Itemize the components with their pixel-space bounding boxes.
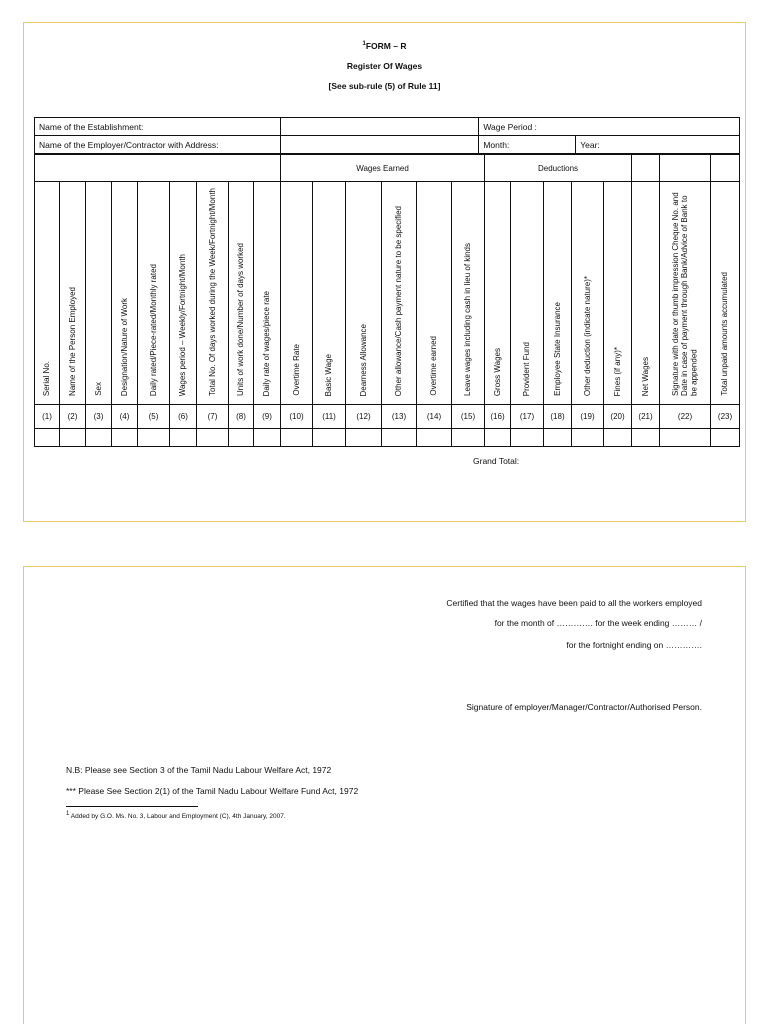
register-title: Register Of Wages (346, 61, 423, 71)
employer-value[interactable] (280, 136, 479, 154)
certification-line-1: Certified that the wages have been paid to all the workers employed (446, 598, 702, 608)
column-header: Other deduction (indicate nature)* (572, 182, 604, 405)
entry-row (35, 429, 740, 447)
form-page-1 (23, 22, 746, 522)
entry-cell[interactable] (254, 429, 281, 447)
entry-cell[interactable] (313, 429, 346, 447)
column-number-row (35, 405, 740, 429)
entry-cell[interactable] (229, 429, 254, 447)
column-header: Units of work done/Number of days worked (229, 182, 254, 405)
column-header: Wages period – Weekly/Fortnight/Month (170, 182, 197, 405)
entry-cell[interactable] (544, 429, 572, 447)
entry-cell[interactable] (60, 429, 86, 447)
column-header: Net Wages (632, 182, 660, 405)
column-header: Gross Wages (485, 182, 511, 405)
stars-note: *** Please See Section 2(1) of the Tamil Nadu Labour Welfare Fund Act, 1972 (66, 786, 359, 796)
column-number: (4) (112, 405, 138, 429)
grand-total-label: Grand Total: (473, 456, 520, 466)
deductions-header: Deductions (485, 155, 632, 182)
column-number: (18) (544, 405, 572, 429)
group-blank (632, 155, 660, 182)
column-header: Serial No. (35, 182, 60, 405)
entry-cell[interactable] (572, 429, 604, 447)
column-number: (11) (313, 405, 346, 429)
column-number: (5) (138, 405, 170, 429)
certification-line-2: for the month of …………. for the week ending ……… / (494, 618, 702, 628)
entry-cell[interactable] (170, 429, 197, 447)
establishment-info-table (34, 117, 740, 154)
info-row (35, 136, 740, 154)
group-blank (711, 155, 740, 182)
column-number: (6) (170, 405, 197, 429)
entry-cell[interactable] (452, 429, 485, 447)
column-header: Provident Fund (511, 182, 544, 405)
column-header: Daily rate of wages/piece rate (254, 182, 281, 405)
entry-cell[interactable] (86, 429, 112, 447)
entry-cell[interactable] (138, 429, 170, 447)
entry-cell[interactable] (604, 429, 632, 447)
column-number: (19) (572, 405, 604, 429)
column-header: Fines (if any)* (604, 182, 632, 405)
column-number: (16) (485, 405, 511, 429)
group-blank (660, 155, 711, 182)
column-header: Overtime Rate (281, 182, 313, 405)
entry-cell[interactable] (382, 429, 417, 447)
rule-reference: [See sub-rule (5) of Rule 11] (328, 81, 441, 91)
group-blank (35, 155, 281, 182)
column-number: (23) (711, 405, 740, 429)
month-label[interactable]: Month: (479, 136, 576, 154)
wages-register-table (34, 154, 740, 447)
wage-period-label[interactable]: Wage Period : (479, 118, 740, 136)
column-number: (17) (511, 405, 544, 429)
column-number: (20) (604, 405, 632, 429)
column-header-row (35, 182, 740, 405)
entry-cell[interactable] (632, 429, 660, 447)
info-row (35, 118, 740, 136)
column-header: Basic Wage (313, 182, 346, 405)
establishment-label: Name of the Establishment: (35, 118, 281, 136)
group-header-row (35, 155, 740, 182)
employer-label: Name of the Employer/Contractor with Address: (35, 136, 281, 154)
column-header: Total unpaid amounts accumulated (711, 182, 740, 405)
nb-note: N.B: Please see Section 3 of the Tamil Nadu Labour Welfare Act, 1972 (66, 765, 332, 775)
entry-cell[interactable] (485, 429, 511, 447)
column-number: (10) (281, 405, 313, 429)
entry-cell[interactable] (112, 429, 138, 447)
footnote: 1 Added by G.O. Ms. No. 3, Labour and Employment (C), 4th January, 2007. (66, 810, 286, 820)
column-header: Daily rated/Piece-rated/Monthly rated (138, 182, 170, 405)
column-header: Leave wages including cash in lieu of kinds (452, 182, 485, 405)
form-page-2 (23, 566, 746, 1024)
column-number: (3) (86, 405, 112, 429)
column-header: Overtime earned (417, 182, 452, 405)
entry-cell[interactable] (711, 429, 740, 447)
column-number: (8) (229, 405, 254, 429)
column-number: (12) (346, 405, 382, 429)
column-number: (7) (197, 405, 229, 429)
wages-earned-header: Wages Earned (281, 155, 485, 182)
column-header: Sex (86, 182, 112, 405)
column-number: (22) (660, 405, 711, 429)
column-header: Other allowance/Cash payment nature to be specified (382, 182, 417, 405)
entry-cell[interactable] (281, 429, 313, 447)
column-header: Name of the Person Employed (60, 182, 86, 405)
column-number: (2) (60, 405, 86, 429)
column-number: (13) (382, 405, 417, 429)
entry-cell[interactable] (660, 429, 711, 447)
column-header: Signature with date or thumb impression Cheque No. and Date in case of payment through Bank/Advice of Bank to be appended (660, 182, 711, 405)
year-label[interactable]: Year: (576, 136, 740, 154)
column-number: (15) (452, 405, 485, 429)
column-header: Total No. Of days worked during the Week/Fortnight/Month (197, 182, 229, 405)
signature-line: Signature of employer/Manager/Contractor/Authorised Person. (466, 702, 702, 712)
column-number: (1) (35, 405, 60, 429)
column-header: Employee State Insurance (544, 182, 572, 405)
establishment-value[interactable] (280, 118, 479, 136)
entry-cell[interactable] (511, 429, 544, 447)
column-number: (9) (254, 405, 281, 429)
certification-line-3: for the fortnight ending on …………. (566, 640, 702, 650)
entry-cell[interactable] (417, 429, 452, 447)
entry-cell[interactable] (197, 429, 229, 447)
column-header: Dearness Allowance (346, 182, 382, 405)
column-number: (14) (417, 405, 452, 429)
column-header: Designation/Nature of Work (112, 182, 138, 405)
entry-cell[interactable] (346, 429, 382, 447)
column-number: (21) (632, 405, 660, 429)
footnote-divider (66, 806, 198, 807)
form-title: $^1$FORM – R (362, 41, 407, 51)
entry-cell[interactable] (35, 429, 60, 447)
